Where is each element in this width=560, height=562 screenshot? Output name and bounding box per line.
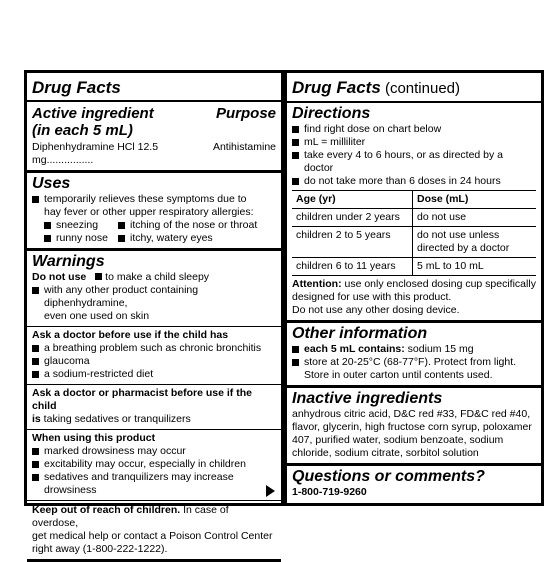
attention-label: Attention: [292,278,342,290]
dosing-table-header-age: Age (yr) [292,191,413,209]
when-using-item: sedatives and tranquilizers may increase drowsiness [32,471,276,497]
ask-pharmacist-text: taking sedatives or tranquilizers [40,413,191,425]
dosing-dose-cell: do not use [413,209,537,227]
dosing-age-cell: children under 2 years [292,209,413,227]
uses-section [27,173,281,251]
other-info-item: store at 20-25°C (68-77°F). Protect from light. [292,356,536,369]
uses-line-2: hay fever or other upper respiratory allergies: [44,206,254,218]
ask-pharmacist-heading: Ask a doctor or pharmacist before use if the child [32,387,252,412]
dosing-dose-cell: 5 mL to 10 mL [413,258,537,276]
keep-out-heading: Keep out of reach of children. [32,504,181,516]
symptom-item: runny nose [44,232,118,245]
table-row [292,227,536,258]
directions-item: take every 4 to 6 hours, or as directed by a [292,149,536,162]
active-ingredient-subheading: (in each 5 mL) [32,122,133,139]
uses-heading: Uses [32,175,71,192]
directions-item: do not take more than 6 doses in 24 hours [292,175,536,188]
other-info-item-cont: Store in outer carton until contents used. [304,369,493,381]
other-info-bold: each 5 mL contains: [304,343,405,355]
when-using-heading: When using this product [32,432,156,444]
keep-out-text-2: get medical help or contact a Poison Control Center [32,530,273,542]
purpose-heading: Purpose [215,105,276,122]
attention-text: use only enclosed dosing cup specifically designed for use with this product. [292,278,536,303]
inactive-ingredients-heading: Inactive ingredients [292,390,443,407]
uses-item [32,193,276,206]
inactive-ingredients-text: anhydrous citric acid, D&C red #33, FD&C red #40, flavor, glycerin, high fructose corn syrup, poloxamer 407, purified water, sodium benzoate, sodium chloride, sodium citrate, sorbitol solution [292,408,532,459]
questions-heading: Questions or comments? [292,468,485,485]
active-ingredient-heading: Active ingredient [32,105,154,122]
symptom-item: itchy, watery eyes [118,232,276,245]
keep-out-text: In case of overdose, [32,504,229,529]
directions-section [287,103,541,323]
questions-phone: 1-800-719-9260 [292,486,367,498]
other-information-section [287,323,541,388]
other-information-heading: Other information [292,325,428,342]
continued-label: (continued) [380,80,461,97]
drug-facts-panel-left [24,70,284,555]
dosing-dose-cell: do not use unless directed by a doctor [413,227,537,258]
drug-facts-title: Drug Facts [292,78,381,97]
warnings-heading: Warnings [32,253,105,270]
other-info-text: sodium 15 mg [404,343,474,355]
do-not-use-item: to make a child sleepy [105,271,210,283]
directions-heading: Directions [292,105,371,122]
keep-out-text-3: right away (1-800-222-1222). [32,543,168,555]
ask-pharmacist-is: is [32,413,41,425]
dosing-table [292,190,536,276]
directions-item: mL = milliliter [292,136,536,149]
warnings-section [27,251,281,562]
inactive-ingredients-section [287,388,541,466]
dosing-table-header-dose: Dose (mL) [413,191,537,209]
table-row [292,209,536,227]
ingredient-text: Diphenhydramine HCl 12.5 mg................ [32,141,159,166]
directions-item-cont: doctor [304,162,334,174]
when-using-item: marked drowsiness may occur [32,445,276,458]
purpose-text: Antihistamine [212,141,276,153]
do-not-use-item: with any other product containing diphenhydramine, [32,284,276,310]
continue-arrow-icon [266,485,275,497]
continued-title-section [287,73,541,103]
dosing-age-cell: children 6 to 11 years [292,258,413,276]
symptom-item: itching of the nose or throat [118,219,276,232]
ask-doctor-item: glaucoma [32,355,276,368]
dosing-age-cell: children 2 to 5 years [292,227,413,258]
directions-item: find right dose on chart below [292,123,536,136]
ask-doctor-item: a sodium-restricted diet [32,368,276,381]
drug-facts-title: Drug Facts [27,78,281,102]
ask-doctor-heading: Ask a doctor before use if the child has [32,329,229,341]
table-row [292,258,536,276]
uses-line-1: temporarily relieves these symptoms due to [44,193,247,205]
do-not-use-item-cont: even one used on skin [44,310,150,322]
questions-section [287,466,541,502]
symptom-item: sneezing [44,219,118,232]
attention-text-2: Do not use any other dosing device. [292,304,460,316]
drug-facts-panel-right [284,70,544,506]
when-using-item: excitability may occur, especially in children [32,458,276,471]
active-ingredient-section [27,73,281,173]
ask-doctor-item: a breathing problem such as chronic bronchitis [32,342,276,355]
do-not-use-label: Do not use [32,271,87,283]
